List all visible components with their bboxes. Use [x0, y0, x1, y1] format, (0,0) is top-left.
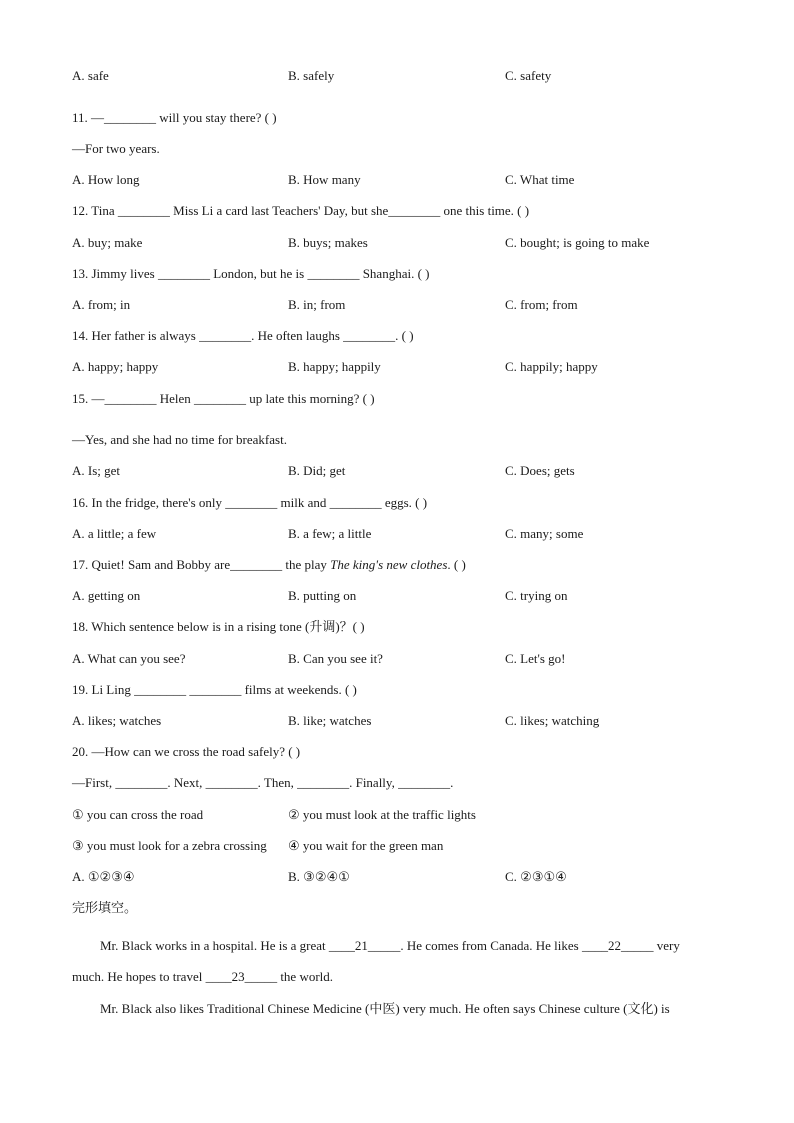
q17-option-b: B. putting on [288, 588, 357, 603]
q15-option-a: A. Is; get [72, 463, 121, 478]
cloze-paragraph-1: Mr. Black works in a hospital. He is a great ____21_____. He comes from Canada. He likes ____22_____ very much. He hopes to travel ____23_____ the world. [72, 938, 680, 984]
q16-options [72, 525, 732, 543]
q10-options [72, 67, 732, 85]
q13-option-a: A. from; in [72, 297, 131, 312]
q14-option-c: C. happily; happy [505, 359, 598, 374]
cloze-heading: 完形填空。 [72, 901, 138, 916]
q20-option-c: C. ②③①④ [505, 869, 567, 884]
q16-option-a: A. a little; a few [72, 526, 157, 541]
q13-stem: 13. Jimmy lives ________ London, but he is ________ Shanghai. ( ) [72, 266, 430, 281]
q11-reply: —For two years. [72, 141, 160, 156]
q15-stem: 15. —________ Helen ________ up late this morning? ( ) [72, 391, 375, 406]
q16-stem: 16. In the fridge, there's only ________ milk and ________ eggs. ( ) [72, 495, 428, 510]
q18-options [72, 650, 732, 668]
q18-option-a: A. What can you see? [72, 651, 186, 666]
q13-option-c: C. from; from [505, 297, 578, 312]
q17-stem [72, 556, 466, 574]
q13-option-b: B. in; from [288, 297, 346, 312]
q12-option-c: C. bought; is going to make [505, 235, 650, 250]
q20-choice-3: ③ you must look for a zebra crossing [72, 838, 267, 853]
q18-option-c: C. Let's go! [505, 651, 566, 666]
q17-options [72, 587, 732, 605]
q17-option-c: C. trying on [505, 588, 568, 603]
q12-option-b: B. buys; makes [288, 235, 368, 250]
q20-choice-2: ② you must look at the traffic lights [288, 807, 476, 822]
q16-option-b: B. a few; a little [288, 526, 372, 541]
q17-stem-post: . ( ) [447, 557, 466, 572]
q10-option-c: C. safety [505, 68, 552, 83]
q19-option-a: A. likes; watches [72, 713, 162, 728]
q12-option-a: A. buy; make [72, 235, 143, 250]
q18-stem: 18. Which sentence below is in a rising tone (升调)？( ) [72, 619, 365, 634]
q17-option-a: A. getting on [72, 588, 141, 603]
q18-option-b: B. Can you see it? [288, 651, 383, 666]
q20-reply: —First, ________. Next, ________. Then, ________. Finally, ________. [72, 775, 454, 790]
q15-reply: —Yes, and she had no time for breakfast. [72, 432, 287, 447]
q19-option-b: B. like; watches [288, 713, 372, 728]
q20-choices-row2 [72, 837, 732, 855]
q14-option-a: A. happy; happy [72, 359, 159, 374]
q17-stem-pre: 17. Quiet! Sam and Bobby are________ the play [72, 557, 331, 572]
q20-choice-1: ① you can cross the road [72, 807, 204, 822]
q17-play-title: The king's new clothes [330, 557, 448, 572]
q14-stem: 14. Her father is always ________. He often laughs ________. ( ) [72, 328, 414, 343]
q15-option-c: C. Does; gets [505, 463, 575, 478]
q20-choices-row1 [72, 806, 732, 824]
q10-option-a: A. safe [72, 68, 109, 83]
q15-options [72, 462, 732, 480]
q13-options [72, 296, 732, 314]
q14-option-b: B. happy; happily [288, 359, 381, 374]
q14-options [72, 358, 732, 376]
q11-option-c: C. What time [505, 172, 575, 187]
q19-option-c: C. likes; watching [505, 713, 600, 728]
q19-options [72, 712, 732, 730]
q19-stem: 19. Li Ling ________ ________ films at weekends. ( ) [72, 682, 357, 697]
q12-options [72, 234, 732, 252]
q11-stem: 11. —________ will you stay there? ( ) [72, 110, 277, 125]
q10-option-b: B. safely [288, 68, 335, 83]
q20-options [72, 868, 732, 886]
q16-option-c: C. many; some [505, 526, 584, 541]
q12-stem: 12. Tina ________ Miss Li a card last Teachers' Day, but she________ one this time. ( ) [72, 203, 530, 218]
q20-stem: 20. —How can we cross the road safely? ( ) [72, 744, 301, 759]
q20-option-a: A. ①②③④ [72, 869, 135, 884]
q20-option-b: B. ③②④① [288, 869, 350, 884]
q11-option-a: A. How long [72, 172, 140, 187]
q15-option-b: B. Did; get [288, 463, 346, 478]
q20-choice-4: ④ you wait for the green man [288, 838, 444, 853]
q11-options [72, 171, 732, 189]
cloze-paragraph-2: Mr. Black also likes Traditional Chinese Medicine (中医) very much. He often says Chinese culture (文化) is [100, 1001, 670, 1016]
q11-option-b: B. How many [288, 172, 361, 187]
